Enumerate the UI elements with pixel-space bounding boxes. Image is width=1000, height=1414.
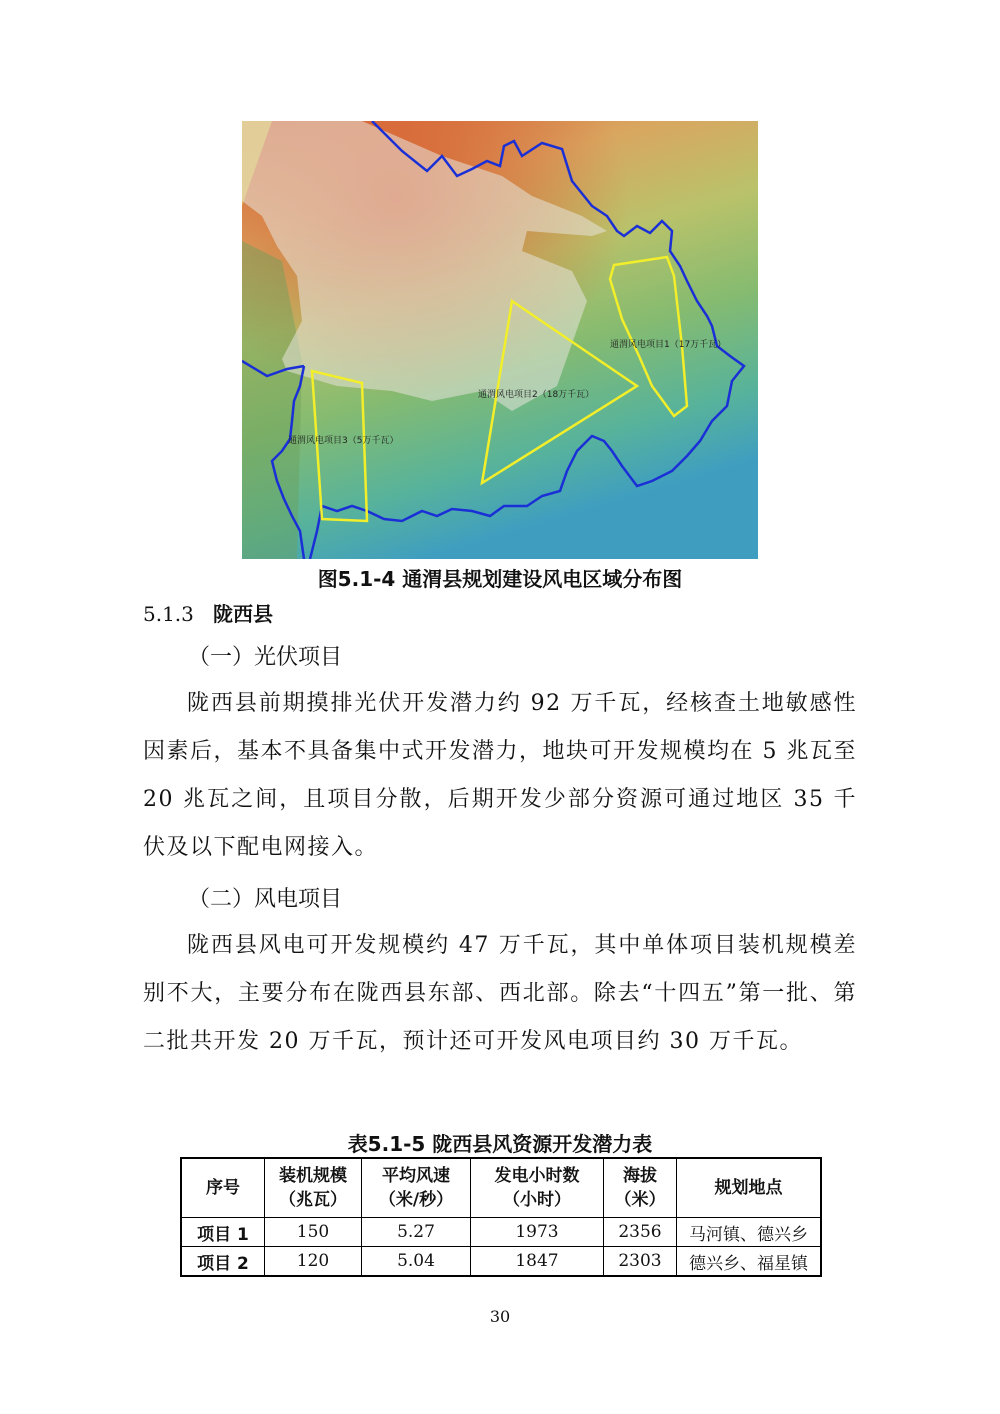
- page-number: 30: [489, 1307, 511, 1326]
- wind-resource-table: [180, 1157, 822, 1277]
- table-cell: 2303: [604, 1247, 677, 1277]
- table-cell: 5.04: [362, 1247, 471, 1277]
- table-cell: 150: [265, 1218, 362, 1247]
- table-cell: 2356: [604, 1218, 677, 1247]
- project2-label: 通渭风电项目2（18万千瓦）: [478, 390, 595, 400]
- table-row: [181, 1247, 821, 1277]
- section-title: 陇西县: [213, 602, 273, 626]
- project1-label: 通渭风电项目1（17万千瓦）: [610, 340, 727, 350]
- paragraph-wind: 陇西县风电可开发规模约 47 万千瓦，其中单体项目装机规模差别不大，主要分布在陇西县东部、西北部。除去“十四五”第一批、第二批共开发 20 万千瓦，预计还可开发风电项目约 30 万千瓦。: [143, 933, 857, 1054]
- table-cell: 德兴乡、福星镇: [677, 1247, 822, 1277]
- subheading-pv: （一）光伏项目: [188, 645, 343, 670]
- table-cell: 120: [265, 1247, 362, 1277]
- section-heading: [143, 598, 273, 627]
- table-cell: 5.27: [362, 1218, 471, 1247]
- section-number: 5.1.3: [143, 602, 194, 626]
- table-cell: 项目 1: [181, 1218, 265, 1247]
- table-row: [181, 1218, 821, 1247]
- header-cell: 平均风速 （米/秒）: [362, 1158, 471, 1218]
- header-cell: 序号: [181, 1158, 265, 1218]
- table-cell: 马河镇、德兴乡: [677, 1218, 822, 1247]
- header-cell: 发电小时数 （小时）: [471, 1158, 604, 1218]
- wind-area-map: [242, 121, 758, 559]
- figure-caption: 图5.1-4 通渭县规划建设风电区域分布图: [317, 567, 683, 591]
- table-header-row: [181, 1158, 821, 1218]
- header-cell: 规划地点: [677, 1158, 822, 1218]
- subheading-wind: （二）风电项目: [188, 887, 343, 912]
- header-cell: 装机规模 （兆瓦）: [265, 1158, 362, 1218]
- table-caption: 表5.1-5 陇西县风资源开发潜力表: [347, 1132, 653, 1156]
- project3-label: 通渭风电项目3（5万千瓦）: [288, 436, 399, 446]
- table-cell: 1973: [471, 1218, 604, 1247]
- paragraph-pv: 陇西县前期摸排光伏开发潜力约 92 万千瓦，经核查土地敏感性因素后，基本不具备集中式开发潜力，地块可开发规模均在 5 兆瓦至 20 兆瓦之间，且项目分散，后期开发少部分资源可通过地区 35 千伏及以下配电网接入。: [143, 691, 857, 860]
- header-cell: 海拔 （米）: [604, 1158, 677, 1218]
- table-cell: 1847: [471, 1247, 604, 1277]
- table-cell: 项目 2: [181, 1247, 265, 1277]
